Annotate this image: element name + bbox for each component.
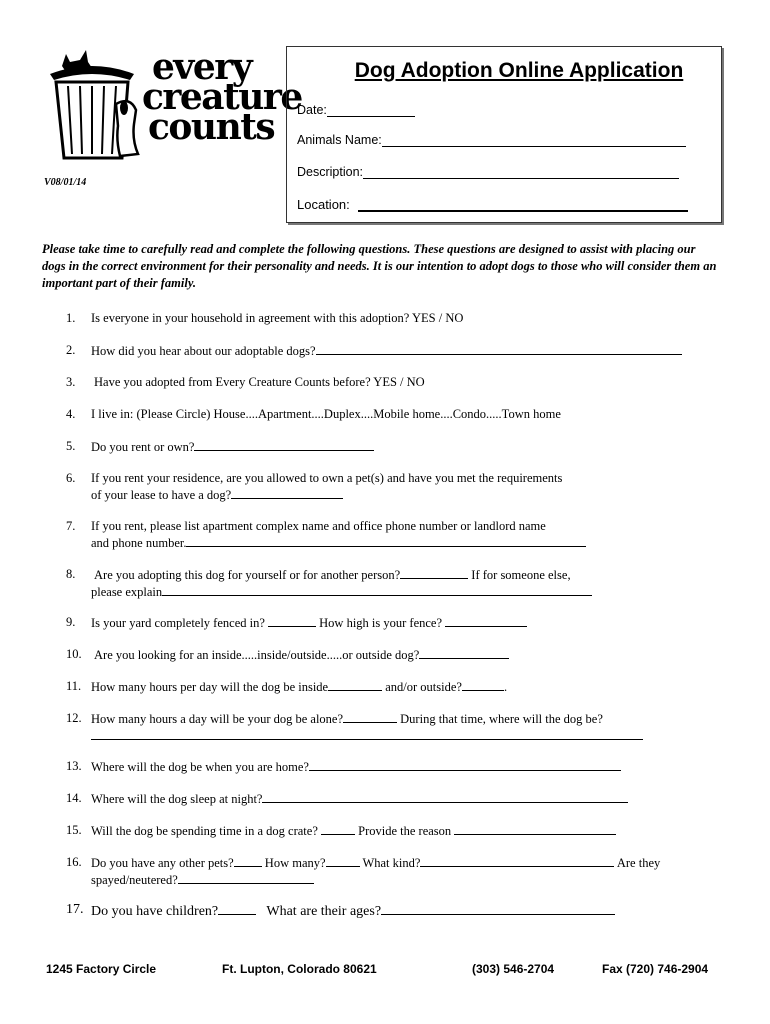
- question-text: Have you adopted from Every Creature Counts before? YES / NO: [94, 375, 425, 389]
- answer-blank[interactable]: [454, 822, 616, 835]
- location-label: Location:: [297, 197, 350, 212]
- question-text-b: How high is your fence?: [319, 616, 443, 630]
- question-17: [66, 902, 716, 920]
- date-label: Date:: [297, 103, 327, 117]
- question-8: [66, 566, 716, 600]
- intro-paragraph: Please take time to carefully read and complete the following questions. These questions are designed to assist with placing our dogs in the correct environment for their personality and needs. It is our intention to adopt dogs to those who will consider them an important part of their family.: [42, 242, 717, 290]
- date-field[interactable]: [297, 103, 415, 117]
- question-number: 17.: [66, 902, 84, 917]
- animals-name-label: Animals Name:: [297, 133, 382, 147]
- question-13: [66, 758, 716, 775]
- answer-blank[interactable]: [419, 646, 509, 659]
- answer-blank[interactable]: [218, 902, 256, 915]
- question-number: 11.: [66, 679, 82, 693]
- description-label: Description:: [297, 165, 363, 179]
- answer-blank[interactable]: [234, 854, 262, 867]
- answer-blank[interactable]: [381, 902, 615, 915]
- answer-blank[interactable]: [420, 854, 614, 867]
- question-text: Is your yard completely fenced in?: [91, 616, 265, 630]
- question-text-d: Are they: [616, 856, 661, 870]
- question-number: 9.: [66, 615, 76, 629]
- question-text: Do you have children?: [91, 904, 219, 919]
- question-text-continued: spayed/neutered?: [91, 873, 178, 887]
- question-15: [66, 822, 716, 839]
- answer-blank[interactable]: [194, 438, 374, 451]
- question-text: If you rent, please list apartment complex name and office phone number or landlord name: [91, 519, 546, 533]
- answer-blank[interactable]: [186, 534, 586, 547]
- question-10: [66, 646, 716, 663]
- location-field[interactable]: [297, 197, 688, 212]
- question-number: 7.: [66, 519, 76, 533]
- footer-city: Ft. Lupton, Colorado 80621: [222, 962, 377, 976]
- answer-blank[interactable]: [309, 758, 621, 771]
- question-text-b: Provide the reason: [358, 824, 452, 838]
- question-text-b: If for someone else,: [471, 568, 571, 582]
- answer-blank[interactable]: [231, 486, 343, 499]
- question-16: [66, 854, 716, 888]
- answer-blank[interactable]: [178, 871, 314, 884]
- answer-blank[interactable]: [445, 614, 527, 627]
- organization-logo: [42, 44, 302, 164]
- description-field[interactable]: [297, 165, 679, 179]
- answer-blank[interactable]: [91, 727, 643, 740]
- question-text-b: How many?: [264, 856, 326, 870]
- question-text: Are you looking for an inside.....inside/outside.....or outside dog?: [94, 648, 420, 662]
- answer-blank[interactable]: [316, 342, 682, 355]
- trash-can-cat-dog-icon: [42, 44, 142, 164]
- question-number: 16.: [66, 855, 82, 869]
- question-text-continued: of your lease to have a dog?: [91, 488, 232, 502]
- question-text-b: and/or outside?: [385, 680, 462, 694]
- question-number: 6.: [66, 471, 76, 485]
- question-text: How did you hear about our adoptable dogs?: [91, 344, 316, 358]
- question-7: [66, 518, 716, 551]
- question-number: 8.: [66, 567, 76, 581]
- question-number: 1.: [66, 311, 76, 325]
- question-number: 3.: [66, 375, 76, 389]
- question-number: 13.: [66, 759, 82, 773]
- question-text-b: During that time, where will the dog be?: [400, 712, 603, 726]
- question-text-continued: please explain: [91, 585, 163, 599]
- footer-phone: (303) 546-2704: [472, 962, 555, 976]
- application-header-box: [286, 46, 722, 223]
- question-text: Where will the dog sleep at night?: [91, 792, 263, 806]
- footer-fax: Fax (720) 746-2904: [602, 962, 709, 976]
- question-text-b: What are their ages?: [266, 904, 382, 919]
- question-2: [66, 342, 716, 359]
- question-text: Will the dog be spending time in a dog crate?: [91, 824, 318, 838]
- question-text: Is everyone in your household in agreement with this adoption? YES / NO: [91, 311, 464, 325]
- question-number: 14.: [66, 791, 82, 805]
- answer-blank[interactable]: [328, 678, 382, 691]
- answer-blank[interactable]: [462, 678, 504, 691]
- answer-blank[interactable]: [326, 854, 360, 867]
- footer-address: 1245 Factory Circle: [46, 962, 157, 976]
- question-text-continued: and phone number.: [91, 536, 187, 550]
- question-text: Do you rent or own?: [91, 440, 195, 454]
- answer-blank[interactable]: [343, 710, 397, 723]
- version-code: V08/01/14: [44, 177, 87, 188]
- question-number: 12.: [66, 711, 82, 725]
- question-number: 10.: [66, 647, 82, 661]
- question-text: Are you adopting this dog for yourself or for another person?: [94, 568, 401, 582]
- logo-word-counts: counts: [148, 106, 275, 148]
- question-11: [66, 678, 716, 695]
- question-4: [66, 406, 716, 422]
- question-12: [66, 710, 716, 744]
- question-text-c: .: [503, 680, 508, 694]
- question-text-c: What kind?: [362, 856, 421, 870]
- question-text: Do you have any other pets?: [91, 856, 234, 870]
- answer-blank[interactable]: [400, 566, 468, 579]
- page-title: Dog Adoption Online Application: [354, 59, 684, 82]
- question-text: Where will the dog be when you are home?: [91, 760, 309, 774]
- question-5: [66, 438, 716, 455]
- answer-blank[interactable]: [321, 822, 355, 835]
- animals-name-field[interactable]: [297, 133, 686, 147]
- question-number: 5.: [66, 439, 76, 453]
- question-text: How many hours a day will be your dog be alone?: [91, 712, 344, 726]
- question-6: [66, 470, 716, 503]
- question-3: [66, 374, 716, 390]
- question-number: 2.: [66, 343, 76, 357]
- answer-blank[interactable]: [268, 614, 316, 627]
- question-text: How many hours per day will the dog be inside: [91, 680, 329, 694]
- question-text: If you rent your residence, are you allowed to own a pet(s) and have you met the requirements: [91, 471, 563, 485]
- question-number: 4.: [66, 407, 76, 421]
- answer-blank[interactable]: [262, 790, 628, 803]
- question-1: [66, 310, 716, 326]
- question-number: 15.: [66, 823, 82, 837]
- question-14: [66, 790, 716, 807]
- answer-blank[interactable]: [162, 583, 592, 596]
- question-text: I live in: (Please Circle) House....Apartment....Duplex....Mobile home....Condo.....Town home: [91, 407, 561, 421]
- logo-word-every: every: [152, 46, 252, 88]
- logo-word-creature: creature: [142, 76, 302, 118]
- question-9: [66, 614, 716, 631]
